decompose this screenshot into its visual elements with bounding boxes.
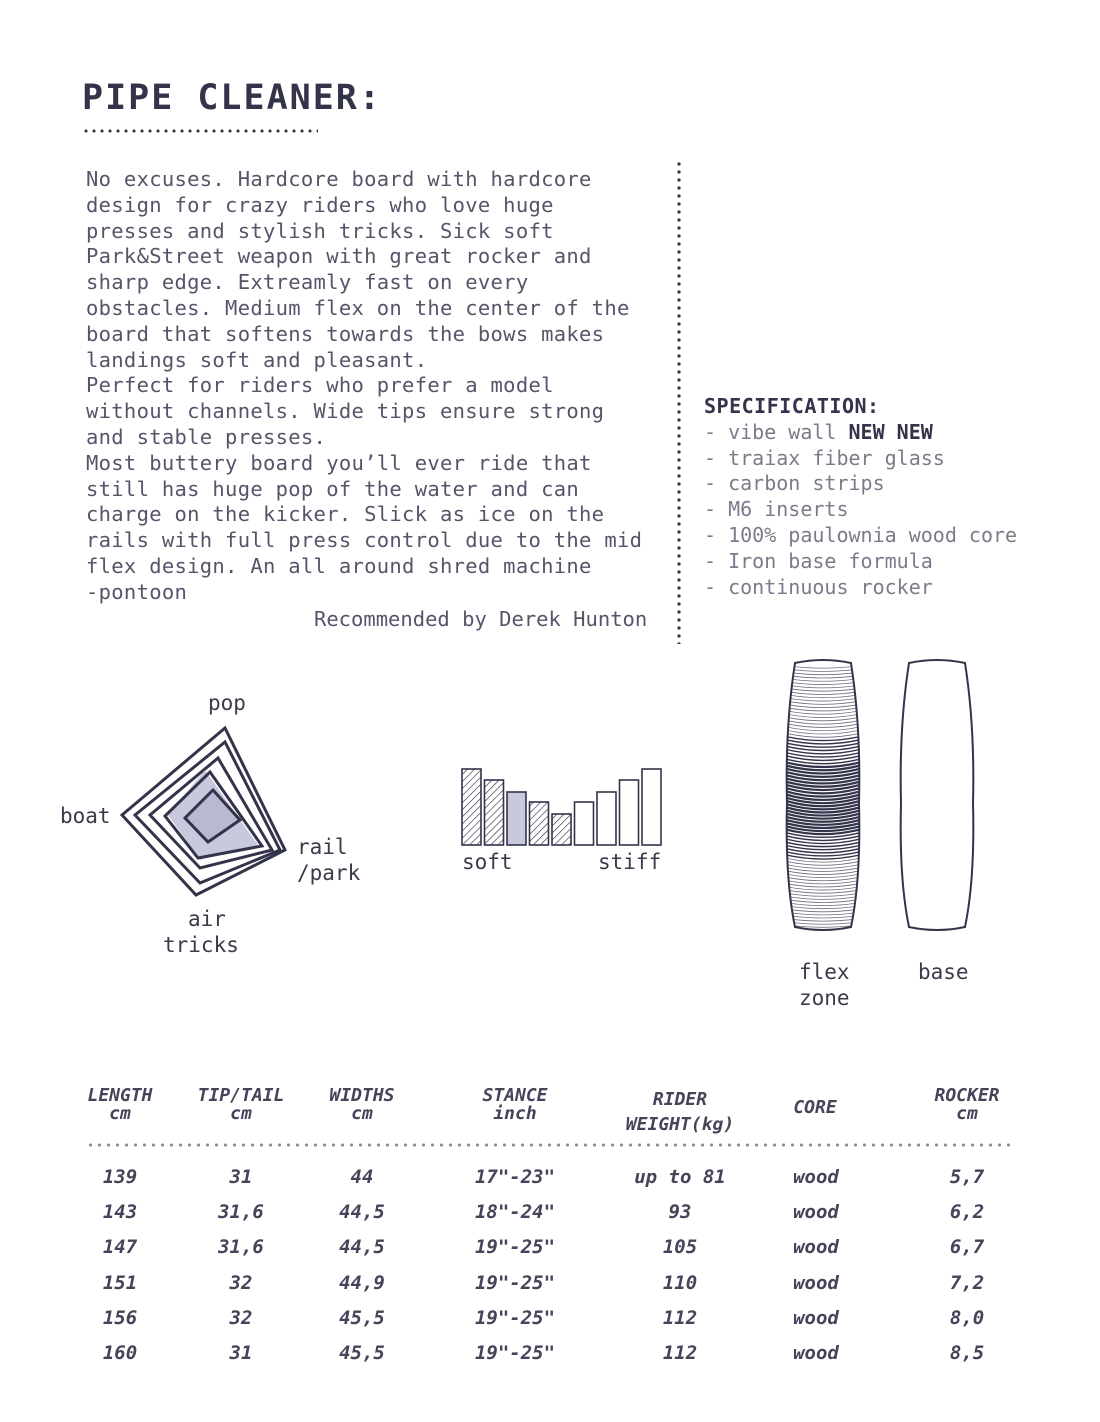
description-line: still has huge pop of the water and can (86, 476, 580, 501)
header-line: STANCE (482, 1085, 548, 1106)
vertical-divider-dots (676, 160, 682, 644)
flex-bar-selected (507, 792, 526, 845)
table-cell: 44 (350, 1166, 374, 1188)
spec-item (704, 420, 1017, 446)
flex-bar (642, 769, 661, 845)
flex-zone-label-2: zone (799, 986, 850, 1010)
description-line: Park&Street weapon with great rocker and (86, 244, 592, 269)
radar-label-rail: rail (297, 835, 348, 859)
description-line: rails with full press control due to the mid (86, 528, 643, 553)
radar-label-pop: pop (208, 691, 246, 715)
base-board (901, 660, 974, 930)
table-header-core (780, 1099, 850, 1117)
flex-zone-board (781, 665, 865, 927)
table-cell: 112 (662, 1342, 698, 1364)
table-cell: 156 (102, 1306, 138, 1329)
header-unit: inch (493, 1103, 537, 1124)
header-unit: cm (230, 1103, 252, 1124)
new-badge: NEW NEW (848, 419, 933, 444)
radar-label-tricks: tricks (163, 933, 239, 957)
table-cell: 31 (229, 1166, 253, 1188)
flex-bar (485, 780, 504, 845)
flex-bar (530, 802, 549, 845)
table-cell: 105 (662, 1236, 698, 1259)
table-cell: 147 (102, 1236, 138, 1259)
title-underline-dots (82, 128, 318, 134)
table-header-tip-tail (190, 1087, 292, 1123)
description-line: without channels. Wide tips ensure strong (86, 399, 605, 424)
table-cell: wood (793, 1201, 839, 1224)
table-cell: 19"-25" (474, 1306, 556, 1329)
flex-bar (597, 792, 616, 845)
table-cell: 112 (662, 1306, 698, 1329)
table-cell: 139 (102, 1166, 138, 1188)
description-line: flex design. An all around shred machine (86, 553, 592, 578)
spec-item: - Iron base formula (704, 548, 933, 573)
table-cell: 8,0 (949, 1306, 985, 1329)
table-cell: 44,9 (339, 1271, 385, 1294)
description (86, 167, 676, 606)
header-line: RIDER (652, 1089, 708, 1110)
table-cell: 6,2 (949, 1201, 985, 1224)
spec-item: - continuous rocker (704, 574, 933, 599)
spec-item: - traiax fiber glass (704, 445, 945, 470)
table-cell: wood (793, 1342, 839, 1364)
table-header-stance (470, 1087, 560, 1123)
header-line: TIP/TAIL (197, 1085, 285, 1106)
table-cell: 151 (102, 1271, 138, 1294)
description-line: landings soft and pleasant. (86, 347, 428, 372)
spec-item: - 100% paulownia wood core (704, 522, 1018, 547)
header-unit: cm (351, 1103, 373, 1124)
flex-zone-label-1: flex (799, 960, 850, 984)
header-unit: WEIGHT(kg) (625, 1114, 735, 1135)
table-header-rider-weight (610, 1087, 750, 1137)
table-cell: 44,5 (339, 1236, 385, 1259)
table-cell: up to 81 (634, 1166, 726, 1188)
description-line: and stable presses. (86, 424, 327, 449)
description-line: No excuses. Hardcore board with hardcore (86, 167, 592, 191)
specification-block (704, 394, 1017, 600)
table-cell: 6,7 (949, 1236, 985, 1259)
description-line: sharp edge. Extreamly fast on every (86, 270, 529, 295)
header-line: CORE (793, 1097, 837, 1118)
table-cell: wood (793, 1271, 839, 1294)
table-divider-dots (86, 1142, 1010, 1148)
page-title: PIPE CLEANER: (82, 78, 382, 118)
description-line: Perfect for riders who prefer a model (86, 373, 554, 398)
description-line: -pontoon (86, 579, 188, 604)
table-cell: wood (793, 1306, 839, 1329)
radar-label-park: /park (297, 861, 361, 885)
table-cell: 5,7 (949, 1166, 985, 1188)
header-unit: cm (956, 1103, 978, 1124)
table-header-rocker (925, 1087, 1009, 1123)
table-cell: 18"-24" (474, 1201, 556, 1224)
table-cell: 17"-23" (474, 1166, 556, 1188)
table-cell: 32 (229, 1271, 253, 1294)
ride-style-radar (110, 715, 310, 905)
spec-item: - carbon strips (704, 471, 885, 496)
description-line: presses and stylish tricks. Sick soft (86, 218, 554, 243)
table-cell: 93 (668, 1201, 692, 1224)
flex-bar (462, 769, 481, 845)
flex-bar (620, 780, 639, 845)
table-cell: 31 (229, 1342, 253, 1364)
table-header-widths (320, 1087, 404, 1123)
description-line: board that softens towards the bows makes (86, 321, 605, 346)
table-cell: 45,5 (339, 1306, 385, 1329)
table-header-length (80, 1087, 160, 1123)
table-cell: 32 (229, 1306, 253, 1329)
table-cell: 160 (102, 1342, 138, 1364)
header-line: LENGTH (87, 1085, 153, 1106)
flex-bar (552, 814, 571, 845)
description-line: charge on the kicker. Slick as ice on the (86, 502, 605, 527)
table-cell: 7,2 (949, 1271, 985, 1294)
recommended-by: Recommended by Derek Hunton (314, 607, 648, 631)
radar-label-air: air (188, 907, 226, 931)
table-cell: 19"-25" (474, 1271, 556, 1294)
table-cell: 31,6 (218, 1201, 264, 1224)
specification-list (704, 420, 1017, 601)
description-line: Most buttery board you’ll ever ride that (86, 450, 592, 475)
description-line: design for crazy riders who love huge (86, 192, 554, 217)
specification-heading: SPECIFICATION: (704, 394, 880, 418)
header-line: ROCKER (934, 1085, 1000, 1106)
table-cell: 31,6 (218, 1236, 264, 1259)
flex-soft-label: soft (462, 850, 513, 874)
table-cell: wood (793, 1166, 839, 1188)
flex-scale (455, 760, 670, 850)
table-cell: 110 (662, 1271, 698, 1294)
table-cell: 19"-25" (474, 1236, 556, 1259)
board-illustrations (775, 655, 985, 940)
table-cell: 19"-25" (474, 1342, 556, 1364)
base-label: base (918, 960, 969, 984)
description-line: obstacles. Medium flex on the center of the (86, 295, 630, 320)
flex-stiff-label: stiff (598, 850, 662, 874)
radar-label-boat: boat (60, 804, 111, 828)
table-cell: 8,5 (949, 1342, 985, 1364)
header-line: WIDTHS (329, 1085, 395, 1106)
table-cell: 143 (102, 1201, 138, 1224)
table-cell: 45,5 (339, 1342, 385, 1364)
spec-item: - M6 inserts (704, 497, 849, 522)
flex-bar (575, 802, 594, 845)
header-unit: cm (109, 1103, 131, 1124)
spec-item-text: - vibe wall (704, 419, 849, 444)
table-cell: wood (793, 1236, 839, 1259)
table-cell: 44,5 (339, 1201, 385, 1224)
